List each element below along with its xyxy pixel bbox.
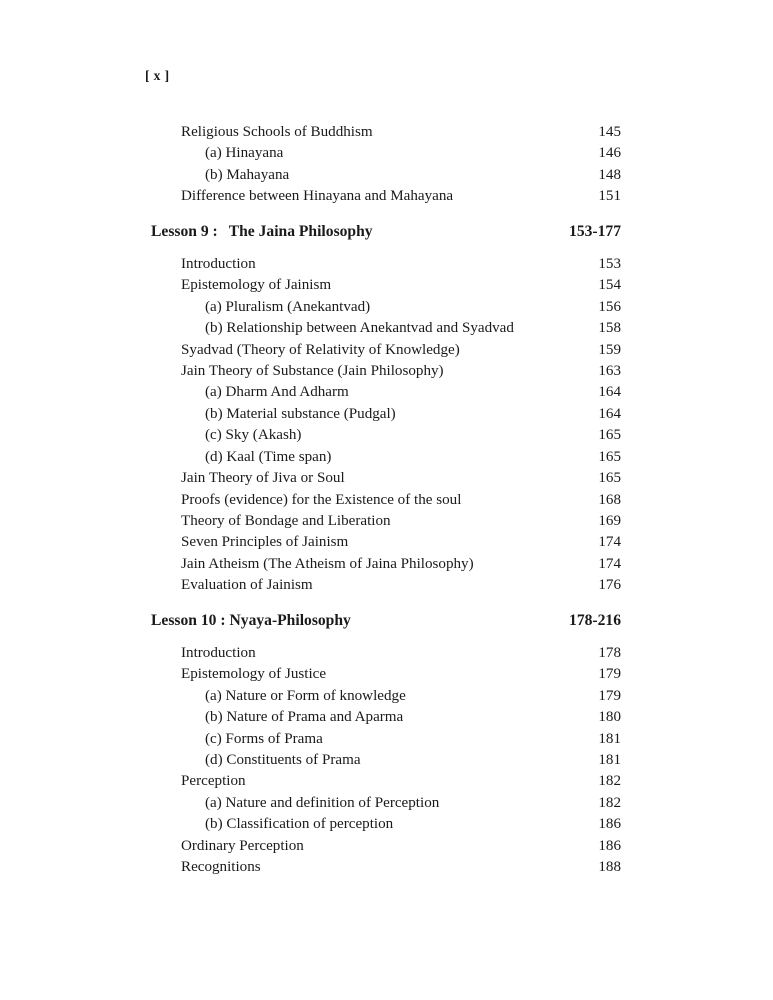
toc-entry-page: 186	[598, 837, 621, 854]
table-of-contents	[151, 122, 621, 878]
toc-entry-page: 168	[598, 491, 621, 508]
toc-lesson-title	[151, 221, 373, 242]
toc-entry-title: Jain Theory of Jiva or Soul	[181, 470, 345, 487]
toc-entry[interactable]	[151, 814, 621, 835]
toc-entry-title: (c) Sky (Akash)	[205, 427, 302, 444]
toc-entry-page: 153	[598, 256, 621, 273]
toc-entry-page: 176	[598, 577, 621, 594]
toc-entry-page: 158	[598, 320, 621, 337]
toc-entry[interactable]	[151, 511, 621, 532]
toc-entry[interactable]	[151, 468, 621, 489]
toc-entry-page: 186	[598, 816, 621, 833]
toc-entry-title: (b) Material substance (Pudgal)	[205, 405, 396, 422]
toc-lesson-heading[interactable]	[151, 221, 621, 242]
toc-lesson-label: Lesson 9 :	[151, 222, 218, 240]
toc-entry-title: Jain Atheism (The Atheism of Jaina Philosophy)	[181, 555, 474, 572]
toc-entry-page: 159	[598, 341, 621, 358]
toc-entry[interactable]	[151, 575, 621, 596]
toc-entry[interactable]	[151, 532, 621, 553]
toc-entry[interactable]	[151, 707, 621, 728]
toc-entry-title: Ordinary Perception	[181, 837, 304, 854]
toc-entry-title: (d) Kaal (Time span)	[205, 448, 332, 465]
toc-entry-title: (c) Forms of Prama	[205, 730, 323, 747]
toc-entry-page: 174	[598, 555, 621, 572]
toc-lesson-page-range: 178-216	[569, 611, 621, 629]
toc-entry-title: Proofs (evidence) for the Existence of the soul	[181, 491, 462, 508]
toc-entry-page: 146	[598, 145, 621, 162]
toc-lesson-name: Nyaya-Philosophy	[229, 611, 351, 629]
toc-entry-title: (a) Hinayana	[205, 145, 284, 162]
toc-entry[interactable]	[151, 382, 621, 403]
toc-entry-page: 164	[598, 384, 621, 401]
toc-entry-page: 179	[598, 687, 621, 704]
toc-entry-page: 169	[598, 512, 621, 529]
toc-entry-page: 148	[598, 166, 621, 183]
toc-entry-title: (b) Relationship between Anekantvad and Syadvad	[205, 320, 514, 337]
toc-entry-page: 181	[598, 751, 621, 768]
toc-entry[interactable]	[151, 643, 621, 664]
toc-entry[interactable]	[151, 664, 621, 685]
toc-entry-page: 174	[598, 534, 621, 551]
toc-entry[interactable]	[151, 143, 621, 164]
toc-entry-title: Epistemology of Jainism	[181, 277, 332, 294]
toc-lesson-page-range: 153-177	[569, 222, 621, 240]
toc-lesson-label: Lesson 10 :	[151, 611, 226, 629]
toc-entry-page: 180	[598, 709, 621, 726]
toc-entry[interactable]	[151, 857, 621, 878]
toc-lesson-heading[interactable]	[151, 610, 621, 631]
toc-entry[interactable]	[151, 186, 621, 207]
toc-entry-title: Introduction	[181, 256, 256, 273]
toc-lesson-name: The Jaina Philosophy	[228, 222, 373, 240]
toc-entry-page: 145	[598, 124, 621, 140]
toc-entry[interactable]	[151, 122, 621, 143]
toc-entry[interactable]	[151, 771, 621, 792]
toc-entry-title: Introduction	[181, 644, 256, 661]
toc-entry[interactable]	[151, 447, 621, 468]
toc-entry-page: 165	[598, 448, 621, 465]
toc-entry-title: (b) Nature of Prama and Aparma	[205, 709, 404, 726]
page-folio: [ x ]	[145, 68, 170, 83]
toc-entry-title: Jain Theory of Substance (Jain Philosophy)	[181, 363, 444, 380]
toc-entry-title: Seven Principles of Jainism	[181, 534, 349, 551]
toc-entry-page: 151	[598, 188, 621, 205]
toc-entry[interactable]	[151, 836, 621, 857]
toc-entry[interactable]	[151, 750, 621, 771]
toc-entry-page: 182	[598, 773, 621, 790]
toc-entry-page: 165	[598, 427, 621, 444]
toc-entry[interactable]	[151, 297, 621, 318]
toc-entry-page: 178	[598, 644, 621, 661]
toc-entry[interactable]	[151, 165, 621, 186]
toc-entry-title: Epistemology of Justice	[181, 666, 327, 683]
toc-entry-page: 181	[598, 730, 621, 747]
toc-entry[interactable]	[151, 254, 621, 275]
toc-entry-title: Recognitions	[181, 859, 261, 875]
toc-entry-page: 165	[598, 470, 621, 487]
toc-entry[interactable]	[151, 729, 621, 750]
toc-entry-page: 179	[598, 666, 621, 683]
toc-entry[interactable]	[151, 340, 621, 361]
toc-entry-page: 163	[598, 363, 621, 380]
toc-entry[interactable]	[151, 361, 621, 382]
toc-entry[interactable]	[151, 686, 621, 707]
toc-entry-title: (b) Classification of perception	[205, 816, 394, 833]
toc-entry-title: Perception	[181, 773, 246, 790]
toc-entry-title: (b) Mahayana	[205, 166, 290, 183]
toc-entry-title: (d) Constituents of Prama	[205, 751, 361, 768]
toc-entry-title: Syadvad (Theory of Relativity of Knowledge)	[181, 341, 460, 358]
toc-entry-title: Evaluation of Jainism	[181, 577, 313, 594]
toc-lesson-title	[151, 610, 351, 631]
toc-entry[interactable]	[151, 275, 621, 296]
toc-entry-title: Theory of Bondage and Liberation	[181, 512, 391, 529]
toc-entry-title: (a) Dharm And Adharm	[205, 384, 349, 401]
toc-entry-page: 164	[598, 405, 621, 422]
toc-entry-title: Difference between Hinayana and Mahayana	[181, 188, 454, 205]
toc-entry-title: Religious Schools of Buddhism	[181, 124, 373, 140]
toc-entry[interactable]	[151, 554, 621, 575]
toc-entry-page: 188	[598, 859, 621, 875]
toc-entry-title: (a) Nature and definition of Perception	[205, 794, 440, 811]
toc-entry[interactable]	[151, 490, 621, 511]
toc-entry[interactable]	[151, 793, 621, 814]
toc-entry[interactable]	[151, 425, 621, 446]
toc-entry[interactable]	[151, 404, 621, 425]
toc-entry[interactable]	[151, 318, 621, 339]
toc-entry-title: (a) Pluralism (Anekantvad)	[205, 298, 371, 315]
toc-entry-page: 156	[598, 298, 621, 315]
toc-entry-title: (a) Nature or Form of knowledge	[205, 687, 406, 704]
toc-entry-page: 182	[598, 794, 621, 811]
toc-entry-page: 154	[598, 277, 621, 294]
